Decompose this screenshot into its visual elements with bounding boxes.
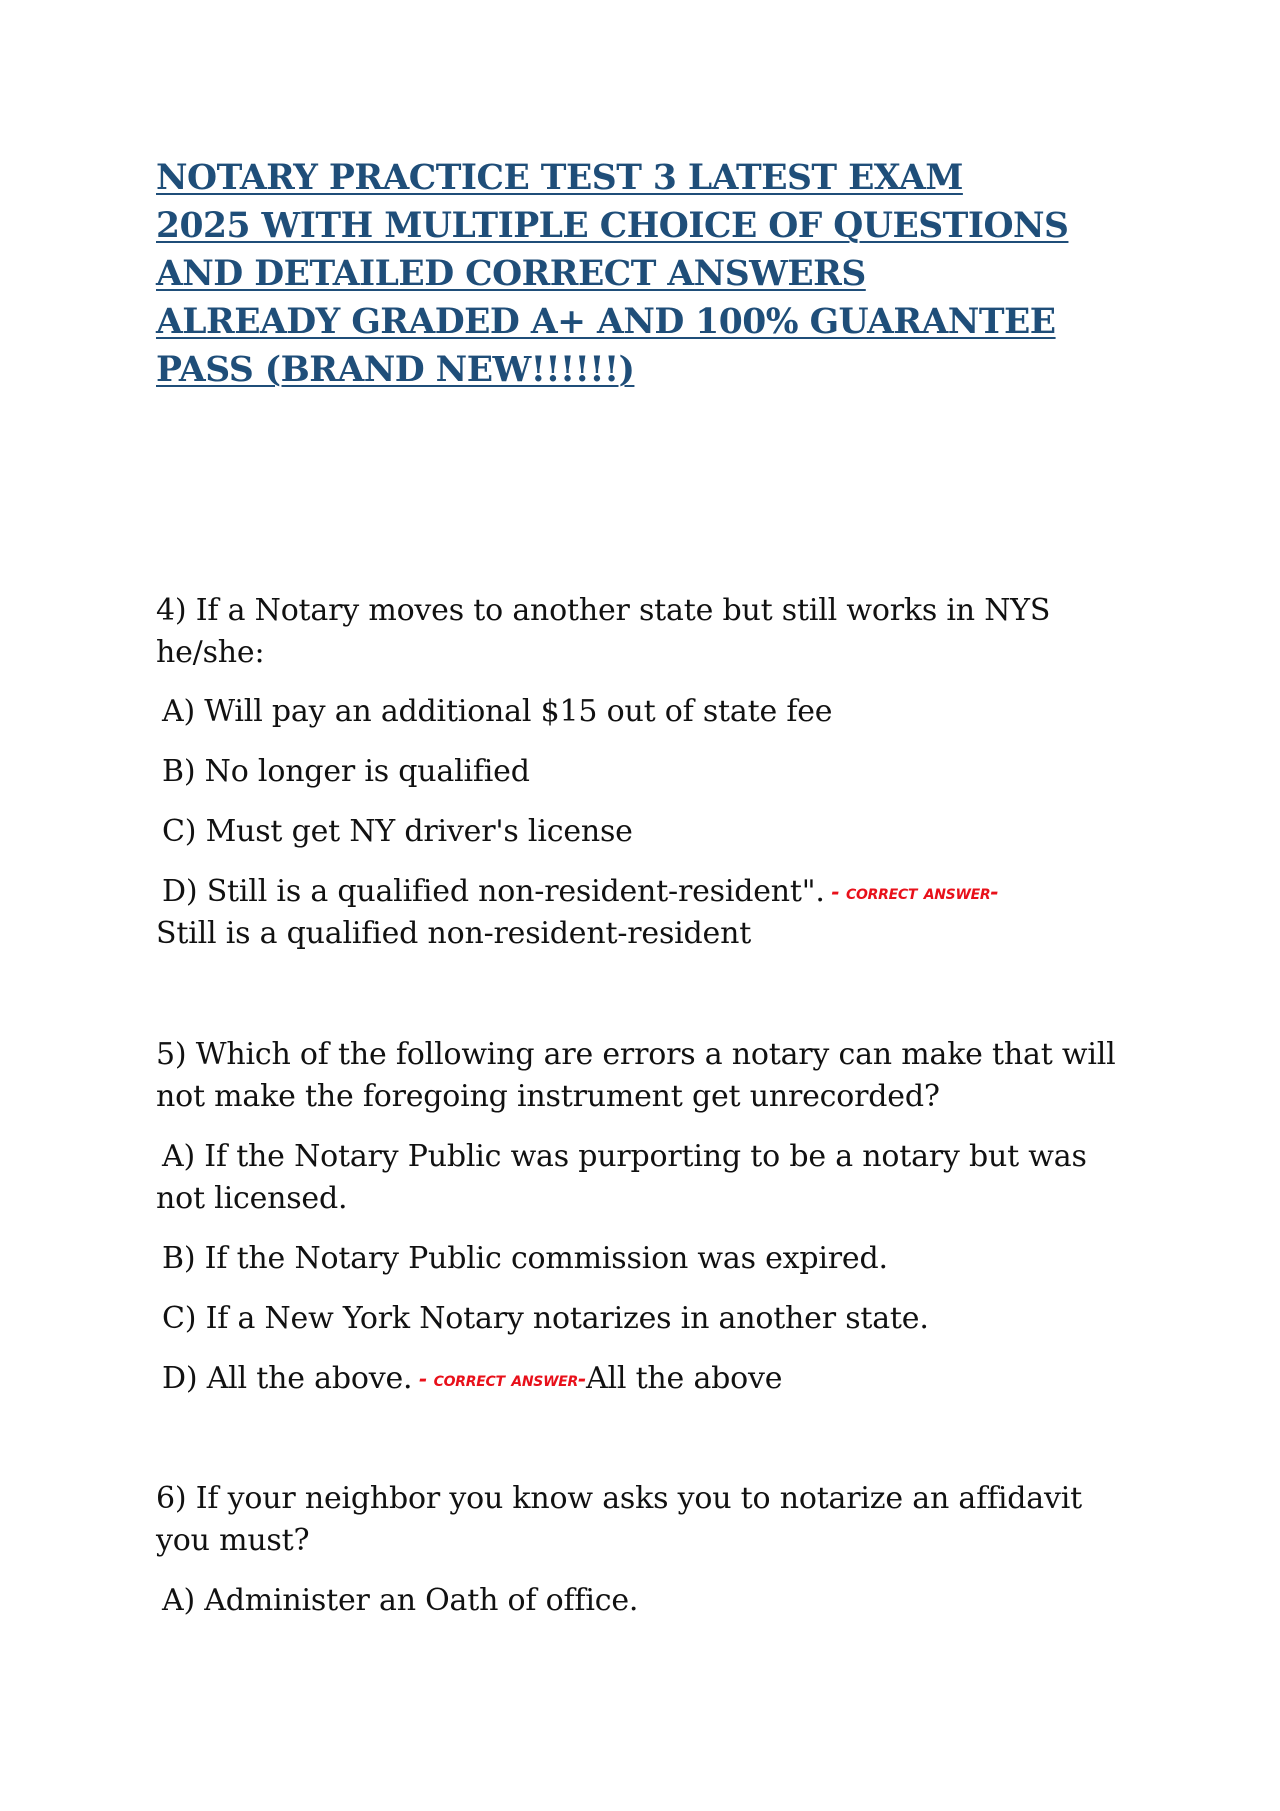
question-text: he/she: — [156, 635, 265, 670]
title-line: 2025 WITH MULTIPLE CHOICE OF QUESTIONS — [156, 206, 1069, 246]
answer-option: A) If the Notary Public was purporting to be a notary but was — [162, 1139, 1087, 1174]
correct-answer-text: All the above — [585, 1361, 783, 1396]
answer-option: C) If a New York Notary notarizes in another state. — [162, 1301, 929, 1336]
correct-answer-tag: - correct answer- — [412, 1367, 586, 1391]
title-line: AND DETAILED CORRECT ANSWERS — [156, 254, 866, 294]
answer-option: D) All the above. — [162, 1361, 413, 1396]
answer-option: B) If the Notary Public commission was expired. — [162, 1241, 888, 1276]
answer-option: C) Must get NY driver's license — [162, 814, 633, 849]
answer-option-continued: not licensed. — [156, 1181, 348, 1216]
title-line: ALREADY GRADED A+ AND 100% GUARANTEE — [156, 302, 1056, 342]
answer-option: A) Administer an Oath of office. — [162, 1583, 639, 1618]
question-text: 4) If a Notary moves to another state but still works in NYS — [156, 593, 1051, 628]
answer-option: D) Still is a qualified non-resident-resident". — [162, 874, 825, 909]
title-line: NOTARY PRACTICE TEST 3 LATEST EXAM — [156, 158, 963, 198]
answer-option: B) No longer is qualified — [162, 754, 530, 789]
answer-option-with-tag — [162, 871, 998, 913]
answer-option: A) Will pay an additional $15 out of state fee — [162, 694, 833, 729]
question-text: you must? — [156, 1523, 310, 1558]
answer-option-with-tag — [162, 1358, 782, 1400]
document-title — [156, 154, 1156, 394]
question-text: 5) Which of the following are errors a notary can make that will — [156, 1037, 1116, 1072]
question-text: not make the foregoing instrument get unrecorded? — [156, 1079, 940, 1114]
correct-answer-text: Still is a qualified non-resident-resident — [156, 916, 752, 951]
title-line: PASS (BRAND NEW!!!!!!) — [156, 350, 635, 390]
correct-answer-tag: - correct answer- — [824, 880, 999, 904]
question-text: 6) If your neighbor you know asks you to notarize an affidavit — [156, 1481, 1082, 1516]
